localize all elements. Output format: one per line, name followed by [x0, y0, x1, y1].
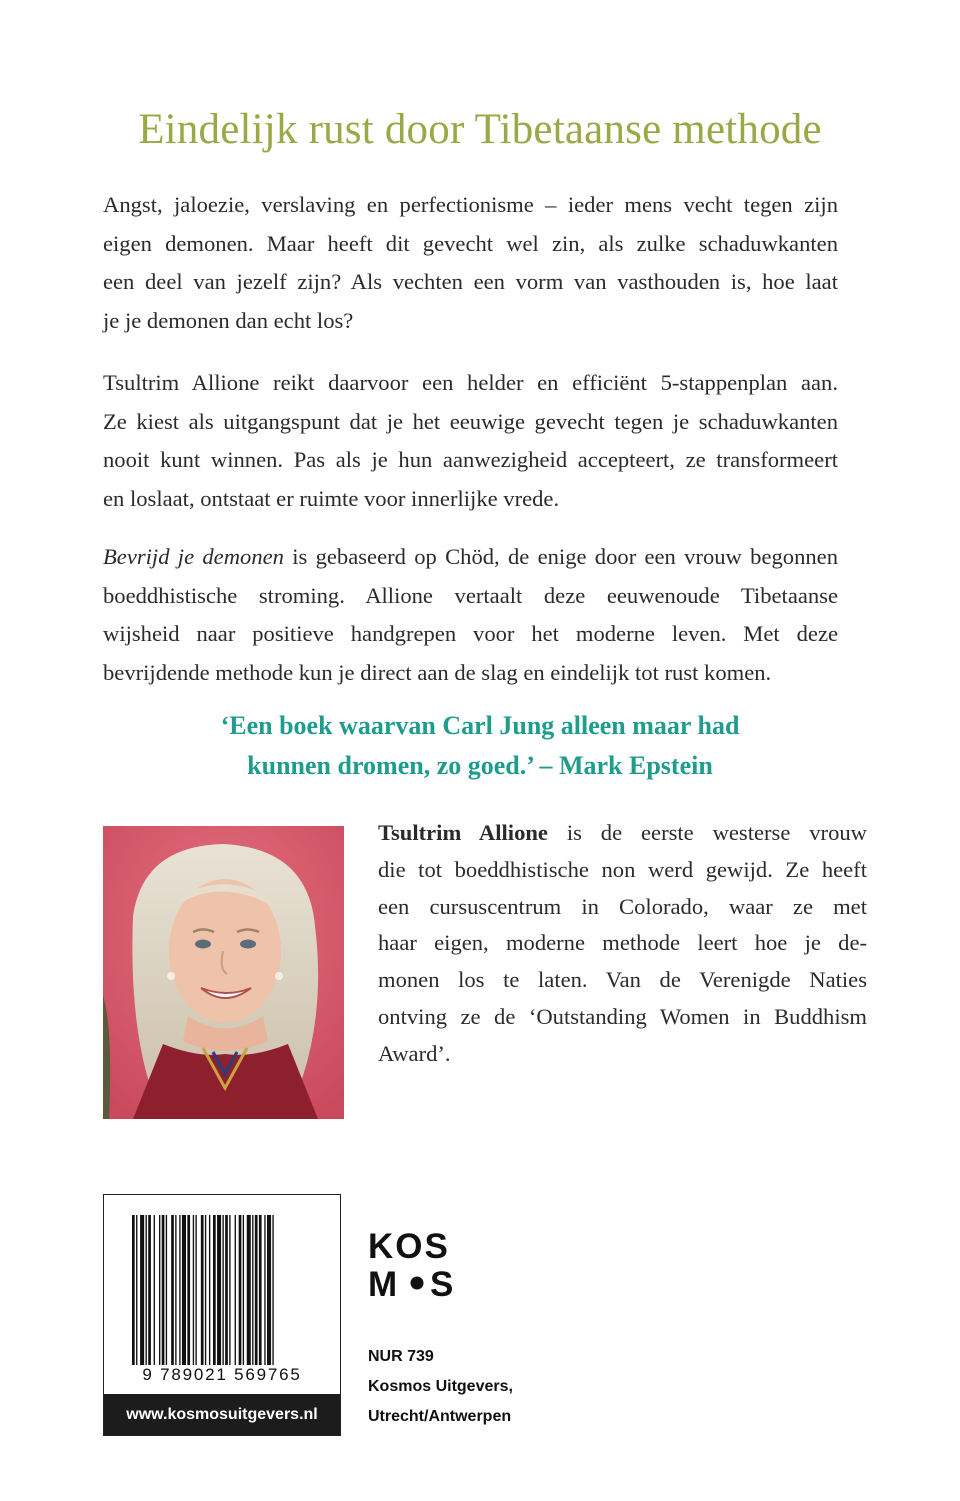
paragraph-line [103, 538, 838, 577]
barcode-bar [179, 1215, 180, 1365]
barcode-bar [175, 1215, 176, 1365]
barcode-bar [247, 1215, 251, 1365]
paragraph-line: je je demonen dan echt los? [103, 307, 354, 333]
nur-code: NUR 739 [368, 1348, 434, 1365]
isbn-number: 9 789021 569765 [142, 1365, 302, 1384]
barcode-bar [243, 1215, 244, 1365]
barcode-bar [182, 1215, 186, 1365]
publisher-url[interactable]: www.kosmosuitgevers.nl [104, 1394, 340, 1435]
barcode-bar [209, 1215, 210, 1365]
barcode-bar [267, 1215, 271, 1365]
quote-line: kunnen dromen, zo goed.’ – Mark Epstein [247, 751, 713, 780]
publisher-name: Kosmos Uitgevers, [368, 1378, 513, 1395]
intro-paragraph [103, 186, 838, 340]
barcode-bar [255, 1215, 258, 1365]
barcode-bar [222, 1215, 223, 1365]
barcode-bar [272, 1215, 273, 1365]
chod-paragraph [103, 538, 838, 692]
bio-line: Award’. [378, 1040, 451, 1066]
barcode-bar [159, 1215, 160, 1365]
logo-dot [411, 1277, 424, 1290]
paragraph-line: Ze kiest als uitgangspunt dat je het eeuwige gevecht tegen je schaduwkanten [103, 408, 838, 434]
paragraph-line: Tsultrim Allione reikt daarvoor een helder en efficiënt 5-stappenplan aan. [103, 370, 838, 395]
paragraph-line: eigen demonen. Maar heeft dit gevecht wel zin, als zulke schaduwkanten [103, 230, 838, 256]
book-title: Bevrijd je demonen [103, 544, 284, 569]
barcode-bar [132, 1215, 135, 1365]
logo-letter-s: S [430, 1265, 454, 1300]
barcode-bar [213, 1215, 216, 1365]
paragraph-line: boeddhistische stroming. Allione vertaalt deze eeuwenoude Tibetaanse [103, 582, 838, 608]
barcode-bar [171, 1215, 174, 1365]
barcode-bar [146, 1215, 147, 1365]
author-portrait-image [103, 826, 344, 1119]
logo-line-1: KOS [368, 1228, 450, 1266]
barcode-bar [162, 1215, 165, 1365]
method-paragraph [103, 364, 838, 518]
barcode-bar [193, 1215, 194, 1365]
bio-line [378, 815, 867, 852]
barcode-bar [217, 1215, 221, 1365]
barcode-bar [239, 1215, 242, 1365]
barcode-bar [140, 1215, 144, 1365]
paragraph-text: is gebaseerd op Chöd, de enige door een vrouw begonnen [283, 544, 838, 569]
endorsement-quote [0, 706, 960, 786]
barcode-bar [229, 1215, 230, 1365]
quote-line: ‘Een boek waarvan Carl Jung alleen maar had [220, 711, 740, 740]
bio-text: is de eerste westerse vrouw [547, 820, 867, 845]
barcode-bar [201, 1215, 204, 1365]
paragraph-line: nooit kunt winnen. Pas als je hun aanwezigheid accepteert, ze transformeert [103, 447, 838, 472]
author-name: Tsultrim Allione [378, 820, 548, 845]
paragraph-line: en loslaat, ontstaat er ruimte voor innerlijke vrede. [103, 485, 560, 511]
author-bio [378, 815, 867, 1073]
barcode-bar [166, 1215, 167, 1365]
barcode-bar [148, 1215, 151, 1365]
barcode-bar [235, 1215, 236, 1365]
barcode-bar [154, 1215, 155, 1365]
barcode-bar [264, 1215, 265, 1365]
imprint-info [368, 1342, 513, 1432]
bio-line: haar eigen, moderne methode leert hoe je de- [378, 930, 867, 956]
barcode-bar [195, 1215, 196, 1365]
barcode-bar [205, 1215, 206, 1365]
bio-line: ontving ze de ‘Outstanding Women in Buddhism [378, 1003, 867, 1029]
paragraph-line: een deel van jezelf zijn? Als vechten een vorm van vasthouden is, hoe laat [103, 269, 838, 294]
bio-line: die tot boeddhistische non werd gewijd. Ze heeft [378, 856, 867, 882]
paragraph-line: bevrijdende methode kun je direct aan de slag en eindelijk tot rust komen. [103, 659, 772, 685]
bio-line: monen los te laten. Van de Verenigde Naties [378, 967, 867, 993]
logo-letter-m: M [368, 1265, 398, 1300]
isbn-barcode [132, 1215, 314, 1365]
barcode-bar [252, 1215, 253, 1365]
bio-line: een cursuscentrum in Colorado, waar ze met [378, 893, 867, 919]
headline: Eindelijk rust door Tibetaanse methode [138, 106, 822, 153]
paragraph-line: Angst, jaloezie, verslaving en perfectionisme – ieder mens vecht tegen zijn [103, 192, 838, 217]
barcode-panel [103, 1194, 341, 1436]
author-photo [103, 826, 344, 1119]
kosmos-logo [368, 1228, 460, 1300]
barcode-bar [259, 1215, 262, 1365]
barcode-bar [187, 1215, 190, 1365]
paragraph-line: wijsheid naar positieve handgrepen voor het moderne leven. Met deze [103, 621, 838, 646]
barcode-bar [136, 1215, 137, 1365]
barcode-bar [225, 1215, 228, 1365]
publisher-location: Utrecht/Antwerpen [368, 1408, 512, 1425]
